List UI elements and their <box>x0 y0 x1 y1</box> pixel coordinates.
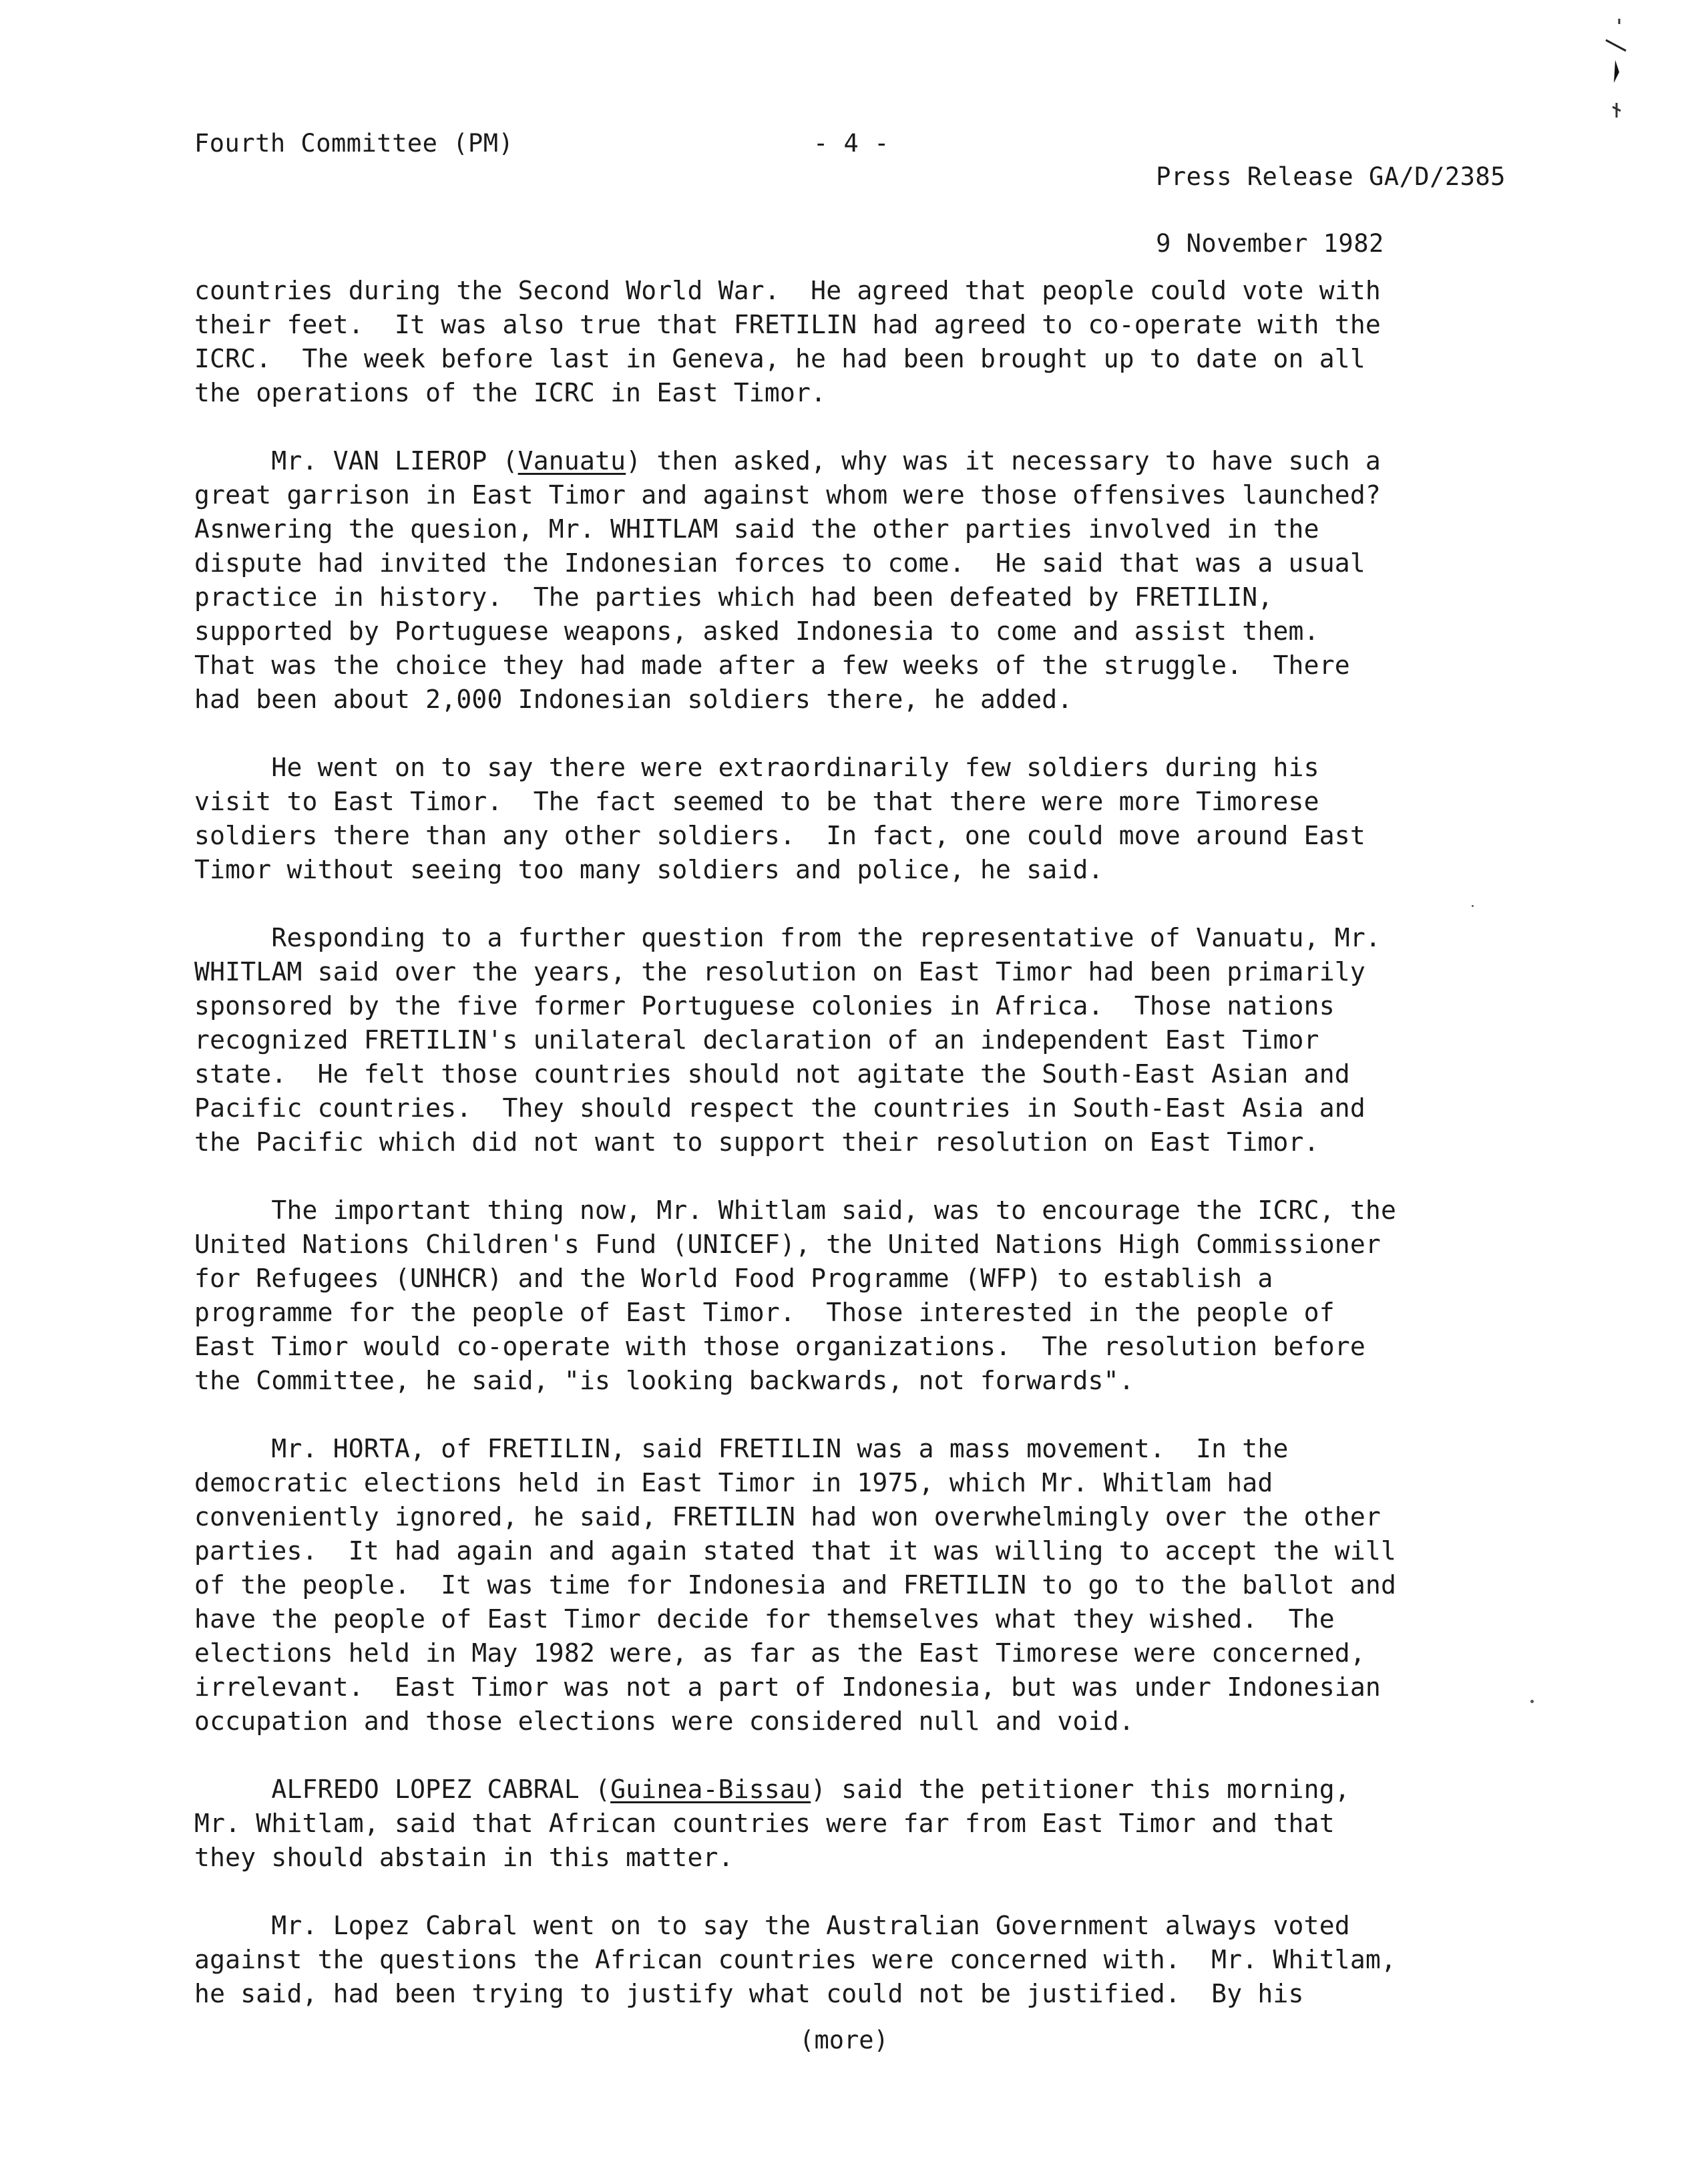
text-line: Responding to a further question from the representative of Vanuatu, Mr. <box>194 923 1382 952</box>
text-line: Mr. HORTA, of FRETILIN, said FRETILIN was a mass movement. In the <box>194 1434 1289 1463</box>
text-line: occupation and those elections were considered null and void. <box>194 1706 1134 1736</box>
text-line: recognized FRETILIN's unilateral declaration of an independent East Timor <box>194 1025 1319 1055</box>
text-line: visit to East Timor. The fact seemed to be that there were more Timorese <box>194 787 1319 816</box>
text-line: supported by Portuguese weapons, asked Indonesia to come and assist them. <box>194 616 1319 646</box>
text-line: of the people. It was time for Indonesia and FRETILIN to go to the ballot and <box>194 1570 1397 1600</box>
text-line: he said, had been trying to justify what could not be justified. By his <box>194 1979 1304 2008</box>
scan-speck <box>1472 905 1474 907</box>
text-line: the Committee, he said, "is looking backwards, not forwards". <box>194 1366 1134 1395</box>
text-line: had been about 2,000 Indonesian soldiers there, he added. <box>194 685 1073 714</box>
text-line: sponsored by the five former Portuguese colonies in Africa. Those nations <box>194 991 1335 1021</box>
text-line: Pacific countries. They should respect the countries in South-East Asia and <box>194 1093 1365 1123</box>
text-line: democratic elections held in East Timor in 1975, which Mr. Whitlam had <box>194 1468 1273 1497</box>
text-line: great garrison in East Timor and against whom were those offensives launched? <box>194 480 1382 510</box>
text-line: ICRC. The week before last in Geneva, he had been brought up to date on all <box>194 344 1365 373</box>
text-line <box>194 444 1503 478</box>
text-line: soldiers there than any other soldiers. In fact, one could move around East <box>194 821 1365 850</box>
text-line: WHITLAM said over the years, the resolution on East Timor had been primarily <box>194 957 1365 986</box>
paragraph <box>194 921 1503 1159</box>
text-line: against the questions the African countries were concerned with. Mr. Whitlam, <box>194 1945 1397 1974</box>
text-line: they should abstain in this matter. <box>194 1843 734 1872</box>
text-line: dispute had invited the Indonesian forces to come. He said that was a usual <box>194 548 1365 578</box>
release-date: 9 November 1982 <box>1156 229 1384 258</box>
paragraph <box>194 751 1503 887</box>
text-line: parties. It had again and again stated that it was willing to accept the will <box>194 1536 1397 1566</box>
page-number: - 4 - <box>813 129 889 158</box>
margin-mark-icon <box>1599 13 1639 127</box>
release-info <box>1095 127 1506 294</box>
text-line: The important thing now, Mr. Whitlam said, was to encourage the ICRC, the <box>194 1196 1397 1225</box>
paragraph <box>194 444 1503 717</box>
continued-marker: (more) <box>799 2026 889 2054</box>
paragraph <box>194 274 1503 410</box>
text-line: Asnwering the quesion, Mr. WHITLAM said the other parties involved in the <box>194 514 1319 544</box>
text-line: the Pacific which did not want to support their resolution on East Timor. <box>194 1127 1319 1157</box>
text-line: conveniently ignored, he said, FRETILIN had won overwhelmingly over the other <box>194 1502 1382 1531</box>
text-line: United Nations Children's Fund (UNICEF), the United Nations High Commissioner <box>194 1230 1382 1259</box>
text-line: Timor without seeing too many soldiers and police, he said. <box>194 855 1104 884</box>
text-line: practice in history. The parties which had been defeated by FRETILIN, <box>194 582 1273 612</box>
text-segment: ) said the petitioner this morning, <box>811 1775 1350 1804</box>
text-line: programme for the people of East Timor. Those interested in the people of <box>194 1298 1335 1327</box>
text-line: irrelevant. East Timor was not a part of Indonesia, but was under Indonesian <box>194 1672 1382 1702</box>
text-segment: ALFREDO LOPEZ CABRAL ( <box>194 1775 611 1804</box>
paragraph <box>194 1909 1503 2011</box>
text-line: That was the choice they had made after a few weeks of the struggle. There <box>194 651 1350 680</box>
paragraph <box>194 1773 1503 1875</box>
text-segment: Mr. VAN LIEROP ( <box>194 446 518 476</box>
text-line <box>194 1773 1503 1807</box>
text-line: elections held in May 1982 were, as far as the East Timorese were concerned, <box>194 1638 1365 1668</box>
scan-speck <box>1530 1700 1534 1703</box>
text-line: have the people of East Timor decide for themselves what they wished. The <box>194 1604 1335 1634</box>
country-name: Vanuatu <box>517 446 626 476</box>
text-line: He went on to say there were extraordinarily few soldiers during his <box>194 753 1319 782</box>
text-line: for Refugees (UNHCR) and the World Food Programme (WFP) to establish a <box>194 1264 1273 1293</box>
text-line: Mr. Lopez Cabral went on to say the Australian Government always voted <box>194 1911 1350 1940</box>
paragraph <box>194 1432 1503 1739</box>
country-name: Guinea-Bissau <box>610 1775 811 1804</box>
release-number: Press Release GA/D/2385 <box>1156 162 1506 191</box>
release-body <box>194 274 1503 2045</box>
paragraph <box>194 1194 1503 1398</box>
text-line: state. He felt those countries should not agitate the South-East Asian and <box>194 1059 1350 1089</box>
text-line: their feet. It was also true that FRETILIN had agreed to co-operate with the <box>194 310 1382 339</box>
text-line: the operations of the ICRC in East Timor. <box>194 378 827 407</box>
committee-heading: Fourth Committee (PM) <box>194 129 514 158</box>
text-line: Mr. Whitlam, said that African countries were far from East Timor and that <box>194 1809 1335 1838</box>
text-segment: ) then asked, why was it necessary to have such a <box>626 446 1382 476</box>
text-line: East Timor would co-operate with those organizations. The resolution before <box>194 1332 1365 1361</box>
text-line: countries during the Second World War. He agreed that people could vote with <box>194 276 1382 305</box>
